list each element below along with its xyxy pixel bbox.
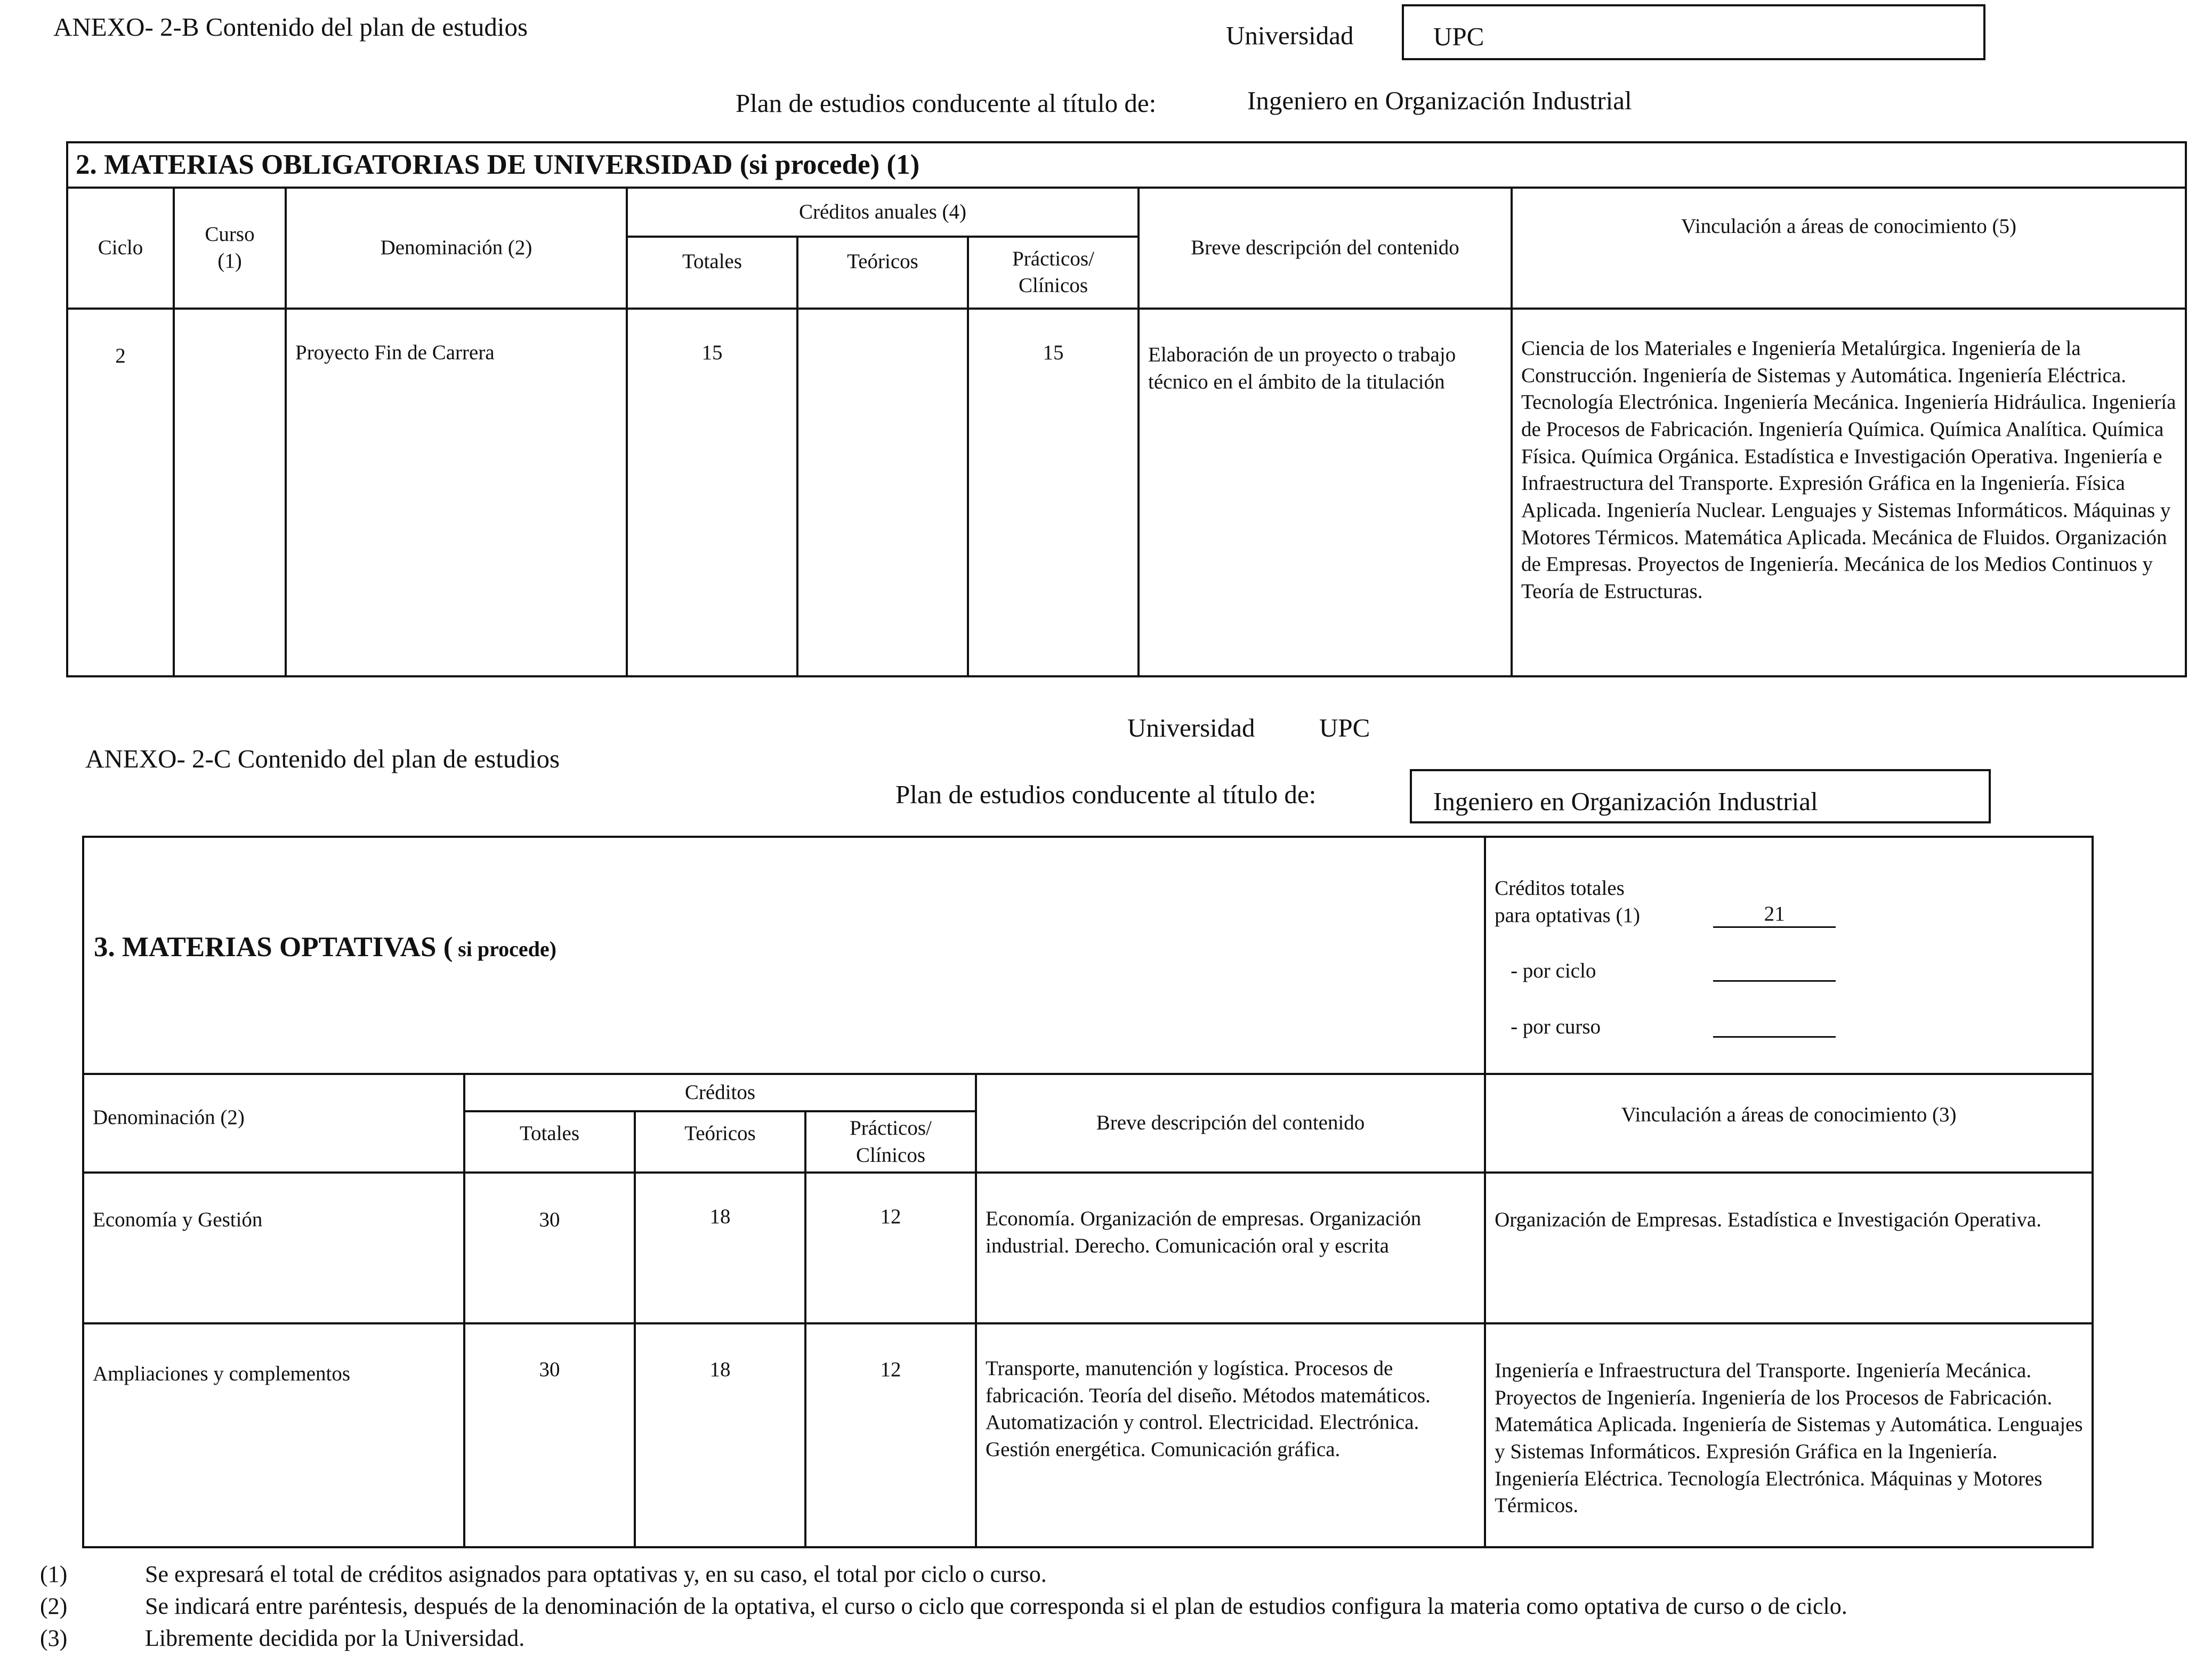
header-teoricos: Teóricos	[797, 237, 968, 309]
totals-label-1: Créditos totales	[1495, 877, 1625, 900]
header-teoricos: Teóricos	[635, 1111, 805, 1173]
annex-b-plan-label: Plan de estudios conducente al título de:	[736, 88, 1157, 118]
header-denominacion: Denominación (2)	[83, 1074, 464, 1173]
cell-totales: 30	[464, 1323, 635, 1547]
totals-por-ciclo-value	[1713, 958, 1836, 982]
cell-practicos: 12	[805, 1323, 976, 1547]
header-practicos: Prácticos/ Clínicos	[805, 1111, 976, 1173]
annex-c-section-title: 3. MATERIAS OPTATIVAS (	[94, 932, 453, 963]
header-ciclo: Ciclo	[67, 188, 174, 309]
cell-descripcion: Elaboración de un proyecto o trabajo técnico en el ámbito de la titulación	[1139, 309, 1512, 676]
cell-denominacion: Ampliaciones y complementos	[83, 1323, 464, 1547]
totals-por-curso-value	[1713, 1014, 1836, 1038]
footnote-3-text: Libremente decidida por la Universidad.	[145, 1625, 525, 1651]
cell-teoricos: 18	[635, 1173, 805, 1323]
table-row	[83, 1323, 2093, 1547]
annex-b-universidad-box	[1402, 4, 1985, 60]
cell-ciclo: 2	[67, 309, 174, 676]
annex-b-table	[66, 141, 2187, 677]
cell-descripcion: Economía. Organización de empresas. Organización industrial. Derecho. Comunicación oral y escrita	[976, 1173, 1485, 1323]
header-practicos: Prácticos/ Clínicos	[968, 237, 1139, 309]
cell-denominacion: Economía y Gestión	[83, 1173, 464, 1323]
cell-denominacion: Proyecto Fin de Carrera	[286, 309, 627, 676]
header-creditos: Créditos	[464, 1074, 976, 1111]
annex-c-title: ANEXO- 2-C Contenido del plan de estudios	[85, 744, 560, 773]
cell-practicos: 12	[805, 1173, 976, 1323]
annex-c-section-title-cell	[83, 837, 1485, 1074]
footnote-1-text: Se expresará el total de créditos asignados para optativas y, en su caso, el total por ciclo o curso.	[145, 1561, 1047, 1587]
cell-teoricos: 18	[635, 1323, 805, 1547]
annex-c-table	[82, 836, 2094, 1548]
footnote-3-number: (3)	[40, 1625, 68, 1651]
totals-value: 21	[1713, 902, 1836, 928]
footnote-2-number: (2)	[40, 1593, 68, 1619]
annex-c-universidad-label: Universidad	[1127, 713, 1255, 742]
totals-label-2: para optativas (1)	[1495, 903, 1640, 927]
header-totales: Totales	[627, 237, 797, 309]
header-totales: Totales	[464, 1111, 635, 1173]
header-vinculacion: Vinculación a áreas de conocimiento (3)	[1485, 1074, 2093, 1173]
header-descripcion: Breve descripción del contenido	[1139, 188, 1512, 309]
header-vinculacion: Vinculación a áreas de conocimiento (5)	[1512, 188, 2186, 309]
footnote-2-text: Se indicará entre paréntesis, después de la denominación de la optativa, el curso o ciclo que corresponda si el plan de estudios configura la materia como optativa de curso o de ciclo.	[145, 1593, 1847, 1619]
header-descripcion: Breve descripción del contenido	[976, 1074, 1485, 1173]
header-creditos-anuales: Créditos anuales (4)	[627, 188, 1139, 237]
footnote-1-number: (1)	[40, 1561, 68, 1587]
cell-practicos: 15	[968, 309, 1139, 676]
cell-curso	[174, 309, 286, 676]
annex-b-plan-value: Ingeniero en Organización Industrial	[1247, 86, 1632, 115]
annex-b-universidad-value: UPC	[1433, 22, 1484, 51]
annex-c-universidad-value: UPC	[1319, 713, 1370, 742]
cell-vinculacion: Organización de Empresas. Estadística e Investigación Operativa.	[1485, 1173, 2093, 1323]
annex-c-section-title-note: si procede)	[458, 937, 556, 961]
cell-vinculacion: Ciencia de los Materiales e Ingeniería Metalúrgica. Ingeniería de la Construcción. Ingeniería de Sistemas y Automática. Ingeniería Eléctrica. Tecnología Electrónica. Ingeniería Mecánica. Ingeniería Hidráulica. Ingeniería de Procesos de Fabricación. Ingeniería Química. Química Analítica. Química Física. Química Orgánica. Estadística e Investigación Operativa. Ingeniería e Infraestructura del Transporte. Expresión Gráfica en la Ingeniería. Física Aplicada. Ingeniería Nuclear. Lenguajes y Sistemas Informáticos. Máquinas y Motores Térmicos. Matemática Aplicada. Mecánica de Fluidos. Organización de Empresas. Proyectos de Ingeniería. Mecánica de los Medios Continuos y Teoría de Estructuras.	[1512, 309, 2186, 676]
cell-vinculacion: Ingeniería e Infraestructura del Transporte. Ingeniería Mecánica. Proyectos de Ingeniería. Ingeniería de los Procesos de Fabricación. Matemática Aplicada. Ingeniería de Sistemas y Automática. Lenguajes y Sistemas Informáticos. Expresión Gráfica en la Ingeniería. Ingeniería Eléctrica. Tecnología Electrónica. Máquinas y Motores Térmicos.	[1485, 1323, 2093, 1547]
cell-totales: 30	[464, 1173, 635, 1323]
table-row	[83, 1173, 2093, 1323]
cell-descripcion: Transporte, manutención y logística. Procesos de fabricación. Teoría del diseño. Métodos matemáticos. Automatización y control. Electricidad. Electrónica. Gestión energética. Comunicación gráfica.	[976, 1323, 1485, 1547]
annex-c-plan-value: Ingeniero en Organización Industrial	[1433, 787, 1818, 816]
cell-teoricos	[797, 309, 968, 676]
annex-b-section-title: 2. MATERIAS OBLIGATORIAS DE UNIVERSIDAD (si procede) (1)	[67, 142, 2186, 188]
totals-por-curso-label: - por curso	[1511, 1015, 1601, 1039]
annex-c-totals-cell	[1485, 837, 2093, 1074]
cell-totales: 15	[627, 309, 797, 676]
annex-c-plan-label: Plan de estudios conducente al título de:	[895, 780, 1317, 809]
header-denominacion: Denominación (2)	[286, 188, 627, 309]
totals-por-ciclo-label: - por ciclo	[1511, 959, 1596, 983]
table-row	[67, 309, 2186, 676]
annex-b-title: ANEXO- 2-B Contenido del plan de estudios	[53, 12, 528, 42]
annex-b-universidad-label: Universidad	[1226, 21, 1354, 50]
annex-c-plan-box	[1410, 769, 1991, 823]
header-curso: Curso (1)	[174, 188, 286, 309]
